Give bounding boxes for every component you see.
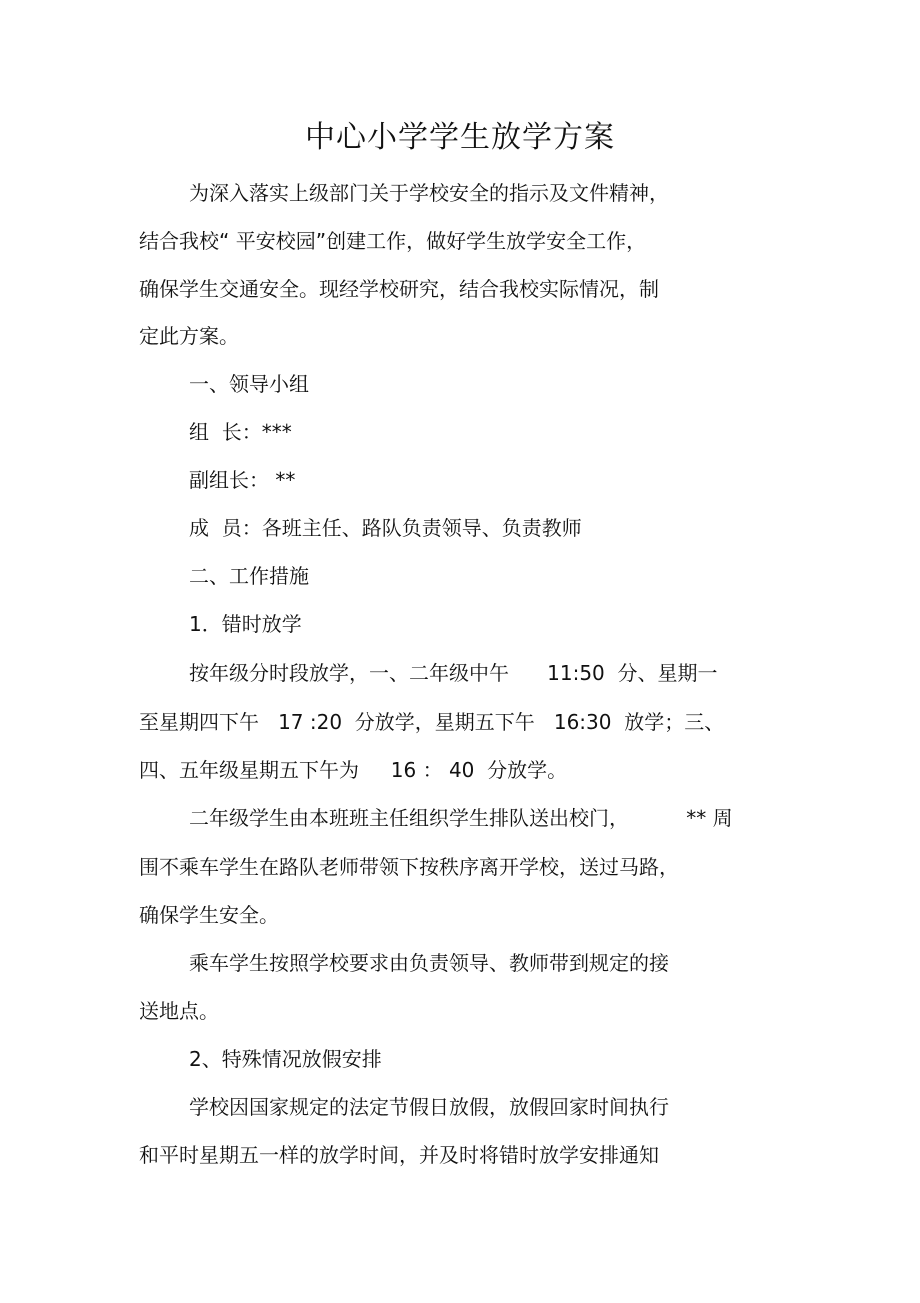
section-heading: 二、工作措施 [189, 564, 309, 588]
paragraph-line: 至星期四下午 17 :20 分放学，星期五下午 16:30 放学；三、 [139, 710, 725, 734]
subsection-heading: 2、特殊情况放假安排 [189, 1047, 382, 1071]
paragraph-line: 为深入落实上级部门关于学校安全的指示及文件精神， [189, 181, 669, 205]
paragraph-line: 成 员：各班主任、路队负责领导、负责教师 [189, 516, 582, 540]
subsection-heading: 1．错时放学 [189, 612, 302, 636]
paragraph-line: 定此方案。 [139, 324, 239, 348]
section-heading: 一、领导小组 [189, 372, 309, 396]
paragraph-line: 确保学生交通安全。现经学校研究，结合我校实际情况，制 [139, 277, 659, 301]
paragraph-line: 围不乘车学生在路队老师带领下按秩序离开学校，送过马路， [139, 855, 679, 879]
paragraph-line: 副组长： ** [189, 468, 296, 492]
paragraph-line: 和平时星期五一样的放学时间，并及时将错时放学安排通知 [139, 1143, 659, 1167]
paragraph-line: 二年级学生由本班班主任组织学生排队送出校门， ** 周 [189, 806, 733, 830]
document-title: 中心小学学生放学方案 [305, 120, 615, 155]
paragraph-line: 结合我校“ 平安校园”创建工作，做好学生放学安全工作， [139, 229, 647, 253]
paragraph-line: 按年级分时段放学，一、二年级中午 11:50 分、星期一 [189, 661, 718, 685]
paragraph-line: 学校因国家规定的法定节假日放假，放假回家时间执行 [189, 1095, 669, 1119]
paragraph-line: 组 长：*** [189, 420, 292, 444]
paragraph-line: 送地点。 [139, 999, 219, 1023]
paragraph-line: 四、五年级星期五下午为 16 ： 40 分放学。 [139, 758, 568, 782]
paragraph-line: 乘车学生按照学校要求由负责领导、教师带到规定的接 [189, 951, 669, 975]
paragraph-line: 确保学生安全。 [139, 903, 279, 927]
